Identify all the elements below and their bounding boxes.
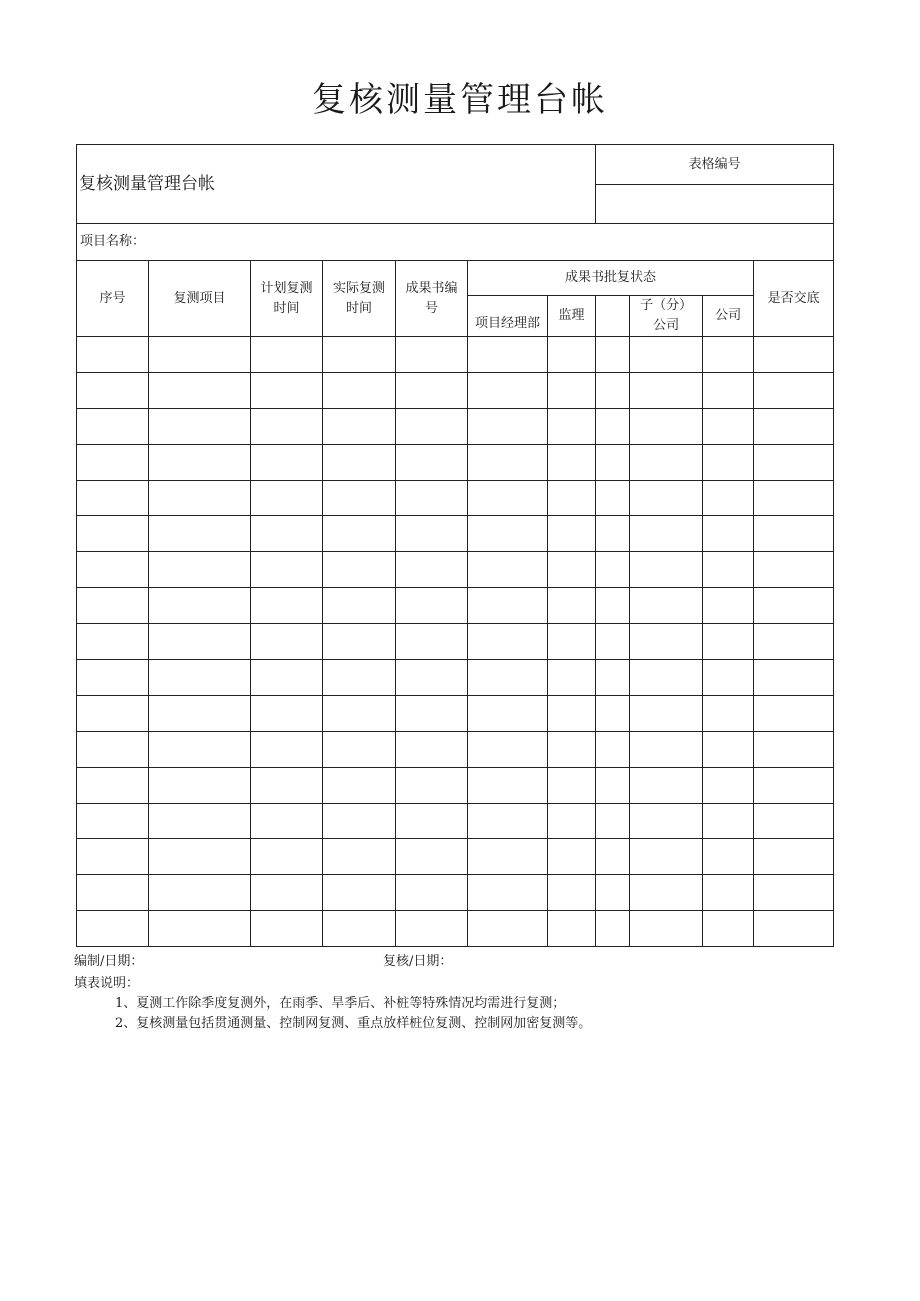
table-cell[interactable] <box>468 337 548 373</box>
col-approval-status: 成果书批复状态 <box>468 261 754 296</box>
col-actual-time <box>323 261 396 337</box>
table-cell[interactable] <box>630 480 703 516</box>
table-row <box>77 408 834 444</box>
table-cell[interactable] <box>323 337 396 373</box>
table-cell[interactable] <box>77 911 149 947</box>
project-name-field[interactable] <box>77 224 834 261</box>
table-row <box>77 337 834 373</box>
form-number-value[interactable] <box>596 185 834 224</box>
table-cell[interactable] <box>703 444 754 480</box>
table-cell[interactable] <box>548 839 596 875</box>
table-cell[interactable] <box>548 337 596 373</box>
table-cell[interactable] <box>396 695 468 731</box>
table-cell[interactable] <box>251 660 323 696</box>
table-cell[interactable] <box>754 731 834 767</box>
table-cell[interactable] <box>548 731 596 767</box>
table-cell[interactable] <box>754 552 834 588</box>
col-seq: 序号 <box>77 261 149 337</box>
table-cell[interactable] <box>323 767 396 803</box>
table-cell[interactable] <box>703 552 754 588</box>
table-cell[interactable] <box>596 480 630 516</box>
table-cell[interactable] <box>396 839 468 875</box>
table-cell[interactable] <box>251 839 323 875</box>
form-title: 复核测量管理台帐 <box>79 174 215 194</box>
table-cell[interactable] <box>754 803 834 839</box>
table-row <box>77 624 834 660</box>
reviewed-by: 复核/日期： <box>383 954 453 969</box>
table-cell[interactable] <box>251 731 323 767</box>
table-cell[interactable] <box>468 803 548 839</box>
col-report-no-line1: 成果书编 <box>405 280 458 296</box>
table-cell[interactable] <box>468 695 548 731</box>
table-cell[interactable] <box>251 337 323 373</box>
table-cell[interactable] <box>251 803 323 839</box>
table-cell[interactable] <box>754 588 834 624</box>
table-cell[interactable] <box>396 588 468 624</box>
table-cell[interactable] <box>703 408 754 444</box>
table-cell[interactable] <box>703 803 754 839</box>
table-cell[interactable] <box>754 767 834 803</box>
table-row <box>77 911 834 947</box>
table-cell[interactable] <box>630 695 703 731</box>
table-cell[interactable] <box>754 516 834 552</box>
table-cell[interactable] <box>596 624 630 660</box>
table-cell[interactable] <box>149 408 251 444</box>
table-row <box>77 588 834 624</box>
table-cell[interactable] <box>630 372 703 408</box>
table-cell[interactable] <box>754 695 834 731</box>
table-cell[interactable] <box>396 372 468 408</box>
table-cell[interactable] <box>703 480 754 516</box>
table-cell[interactable] <box>754 337 834 373</box>
table-cell[interactable] <box>630 660 703 696</box>
table-cell[interactable] <box>630 444 703 480</box>
table-cell[interactable] <box>251 875 323 911</box>
table-cell[interactable] <box>596 839 630 875</box>
table-cell[interactable] <box>323 660 396 696</box>
table-cell[interactable] <box>251 516 323 552</box>
table-cell[interactable] <box>251 372 323 408</box>
survey-ledger-table <box>76 144 834 947</box>
table-cell[interactable] <box>630 516 703 552</box>
table-cell[interactable] <box>548 552 596 588</box>
table-cell[interactable] <box>77 695 149 731</box>
table-cell[interactable] <box>396 731 468 767</box>
table-cell[interactable] <box>396 444 468 480</box>
table-cell[interactable] <box>396 337 468 373</box>
table-cell[interactable] <box>251 911 323 947</box>
table-cell[interactable] <box>548 624 596 660</box>
table-cell[interactable] <box>77 839 149 875</box>
table-cell[interactable] <box>754 624 834 660</box>
table-cell[interactable] <box>630 875 703 911</box>
table-row <box>77 803 834 839</box>
table-cell[interactable] <box>323 911 396 947</box>
table-cell[interactable] <box>149 337 251 373</box>
table-cell[interactable] <box>468 731 548 767</box>
table-cell[interactable] <box>468 516 548 552</box>
table-cell[interactable] <box>396 516 468 552</box>
table-cell[interactable] <box>468 552 548 588</box>
table-cell[interactable] <box>468 588 548 624</box>
table-cell[interactable] <box>596 911 630 947</box>
table-cell[interactable] <box>149 839 251 875</box>
table-cell[interactable] <box>596 444 630 480</box>
table-cell[interactable] <box>323 624 396 660</box>
table-cell[interactable] <box>323 875 396 911</box>
table-cell[interactable] <box>630 408 703 444</box>
table-cell[interactable] <box>396 408 468 444</box>
table-cell[interactable] <box>149 731 251 767</box>
table-cell[interactable] <box>149 695 251 731</box>
table-row <box>77 839 834 875</box>
table-cell[interactable] <box>323 444 396 480</box>
table-cell[interactable] <box>149 660 251 696</box>
col-handover: 是否交底 <box>754 261 834 337</box>
table-cell[interactable] <box>468 911 548 947</box>
table-cell[interactable] <box>323 839 396 875</box>
col-actual-time-line1: 实际复测 <box>332 280 385 296</box>
table-cell[interactable] <box>396 624 468 660</box>
table-cell[interactable] <box>323 408 396 444</box>
table-cell[interactable] <box>703 875 754 911</box>
table-cell[interactable] <box>77 803 149 839</box>
table-cell[interactable] <box>548 875 596 911</box>
table-cell[interactable] <box>630 839 703 875</box>
table-cell[interactable] <box>468 767 548 803</box>
table-cell[interactable] <box>323 516 396 552</box>
table-cell[interactable] <box>77 480 149 516</box>
table-cell[interactable] <box>548 480 596 516</box>
table-cell[interactable] <box>548 803 596 839</box>
notes-title: 填表说明： <box>74 976 140 991</box>
col-planned-time-line2: 时间 <box>273 300 300 316</box>
table-cell[interactable] <box>548 588 596 624</box>
table-cell[interactable] <box>251 444 323 480</box>
table-cell[interactable] <box>468 444 548 480</box>
table-cell[interactable] <box>630 552 703 588</box>
table-cell[interactable] <box>77 552 149 588</box>
document-title: 复核测量管理台帐 <box>312 80 608 120</box>
table-cell[interactable] <box>77 875 149 911</box>
table-cell[interactable] <box>323 552 396 588</box>
table-cell[interactable] <box>323 803 396 839</box>
table-cell[interactable] <box>548 444 596 480</box>
table-cell[interactable] <box>468 480 548 516</box>
col-approval-supervisor: 监理 <box>548 296 596 337</box>
table-cell[interactable] <box>323 695 396 731</box>
table-cell[interactable] <box>548 695 596 731</box>
table-cell[interactable] <box>596 803 630 839</box>
table-cell[interactable] <box>468 839 548 875</box>
table-cell[interactable] <box>77 731 149 767</box>
table-row <box>77 516 834 552</box>
table-cell[interactable] <box>149 624 251 660</box>
table-cell[interactable] <box>149 588 251 624</box>
table-cell[interactable] <box>703 624 754 660</box>
table-row <box>77 695 834 731</box>
table-cell[interactable] <box>396 552 468 588</box>
col-approval-subcompany-line2: 公司 <box>653 318 680 333</box>
col-approval-pm: 项目经理部 <box>468 296 548 337</box>
table-cell[interactable] <box>323 588 396 624</box>
table-cell[interactable] <box>596 588 630 624</box>
table-cell[interactable] <box>396 803 468 839</box>
col-report-no-line2: 号 <box>424 300 438 316</box>
table-cell[interactable] <box>468 408 548 444</box>
col-report-no <box>396 261 468 337</box>
table-cell[interactable] <box>703 731 754 767</box>
table-cell[interactable] <box>596 516 630 552</box>
table-row <box>77 767 834 803</box>
table-cell[interactable] <box>149 516 251 552</box>
table-cell[interactable] <box>77 767 149 803</box>
table-cell[interactable] <box>596 875 630 911</box>
table-cell[interactable] <box>251 588 323 624</box>
table-row <box>77 444 834 480</box>
table-row <box>77 552 834 588</box>
form-title-cell <box>77 145 596 224</box>
table-cell[interactable] <box>149 911 251 947</box>
table-row <box>77 372 834 408</box>
table-cell[interactable] <box>149 803 251 839</box>
table-cell[interactable] <box>596 731 630 767</box>
table-cell[interactable] <box>596 660 630 696</box>
table-cell[interactable] <box>754 875 834 911</box>
table-cell[interactable] <box>251 695 323 731</box>
table-cell[interactable] <box>149 875 251 911</box>
table-cell[interactable] <box>149 444 251 480</box>
project-name-label: 项目名称： <box>80 234 146 249</box>
table-cell[interactable] <box>754 372 834 408</box>
table-cell[interactable] <box>596 767 630 803</box>
table-cell[interactable] <box>323 480 396 516</box>
table-cell[interactable] <box>548 660 596 696</box>
table-cell[interactable] <box>77 408 149 444</box>
table-cell[interactable] <box>251 624 323 660</box>
col-approval-subcompany <box>630 296 703 337</box>
table-cell[interactable] <box>396 480 468 516</box>
col-actual-time-line2: 时间 <box>345 300 372 316</box>
table-cell[interactable] <box>754 660 834 696</box>
table-cell[interactable] <box>468 372 548 408</box>
table-cell[interactable] <box>251 552 323 588</box>
table-cell[interactable] <box>77 588 149 624</box>
table-cell[interactable] <box>703 516 754 552</box>
table-cell[interactable] <box>396 660 468 696</box>
table-cell[interactable] <box>396 875 468 911</box>
note-2: 2、复核测量包括贯通测量、控制网复测、重点放样桩位复测、控制网加密复测等。 <box>115 1016 592 1031</box>
table-cell[interactable] <box>548 767 596 803</box>
table-cell[interactable] <box>703 588 754 624</box>
table-cell[interactable] <box>703 911 754 947</box>
table-cell[interactable] <box>596 337 630 373</box>
table-cell[interactable] <box>754 408 834 444</box>
table-cell[interactable] <box>149 552 251 588</box>
table-cell[interactable] <box>77 372 149 408</box>
table-cell[interactable] <box>468 624 548 660</box>
table-cell[interactable] <box>77 660 149 696</box>
table-cell[interactable] <box>630 911 703 947</box>
table-cell[interactable] <box>149 480 251 516</box>
col-approval-subcompany-line1: 子（分） <box>640 298 693 313</box>
table-cell[interactable] <box>396 911 468 947</box>
table-cell[interactable] <box>77 516 149 552</box>
table-cell[interactable] <box>596 408 630 444</box>
table-cell[interactable] <box>596 372 630 408</box>
table-cell[interactable] <box>630 731 703 767</box>
table-cell[interactable] <box>754 911 834 947</box>
table-cell[interactable] <box>149 372 251 408</box>
table-cell[interactable] <box>251 408 323 444</box>
table-cell[interactable] <box>323 372 396 408</box>
table-cell[interactable] <box>630 803 703 839</box>
table-cell[interactable] <box>596 552 630 588</box>
table-cell[interactable] <box>468 660 548 696</box>
form-number-label: 表格编号 <box>596 145 834 185</box>
table-cell[interactable] <box>754 839 834 875</box>
col-planned-time-line1: 计划复测 <box>260 280 313 296</box>
prepared-by: 编制/日期： <box>74 954 144 969</box>
col-approval-blank <box>596 296 630 337</box>
table-cell[interactable] <box>630 624 703 660</box>
table-cell[interactable] <box>323 731 396 767</box>
table-cell[interactable] <box>754 480 834 516</box>
table-cell[interactable] <box>630 588 703 624</box>
table-row <box>77 875 834 911</box>
col-item: 复测项目 <box>149 261 251 337</box>
table-cell[interactable] <box>548 516 596 552</box>
table-cell[interactable] <box>703 337 754 373</box>
table-cell[interactable] <box>468 875 548 911</box>
table-cell[interactable] <box>703 839 754 875</box>
table-cell[interactable] <box>703 372 754 408</box>
table-cell[interactable] <box>77 624 149 660</box>
table-cell[interactable] <box>596 695 630 731</box>
table-cell[interactable] <box>630 337 703 373</box>
note-1: 1、夏测工作除季度复测外，在雨季、旱季后、补桩等特殊情况均需进行复测； <box>115 996 566 1011</box>
table-row <box>77 731 834 767</box>
col-planned-time <box>251 261 323 337</box>
table-cell[interactable] <box>149 767 251 803</box>
table-cell[interactable] <box>630 767 703 803</box>
table-cell[interactable] <box>703 767 754 803</box>
table-cell[interactable] <box>396 767 468 803</box>
table-cell[interactable] <box>548 911 596 947</box>
table-cell[interactable] <box>754 444 834 480</box>
table-cell[interactable] <box>703 695 754 731</box>
table-cell[interactable] <box>548 372 596 408</box>
table-row <box>77 660 834 696</box>
table-cell[interactable] <box>703 660 754 696</box>
table-cell[interactable] <box>548 408 596 444</box>
table-cell[interactable] <box>77 444 149 480</box>
col-approval-company: 公司 <box>703 296 754 337</box>
table-row <box>77 480 834 516</box>
table-cell[interactable] <box>77 337 149 373</box>
table-cell[interactable] <box>251 767 323 803</box>
table-cell[interactable] <box>251 480 323 516</box>
